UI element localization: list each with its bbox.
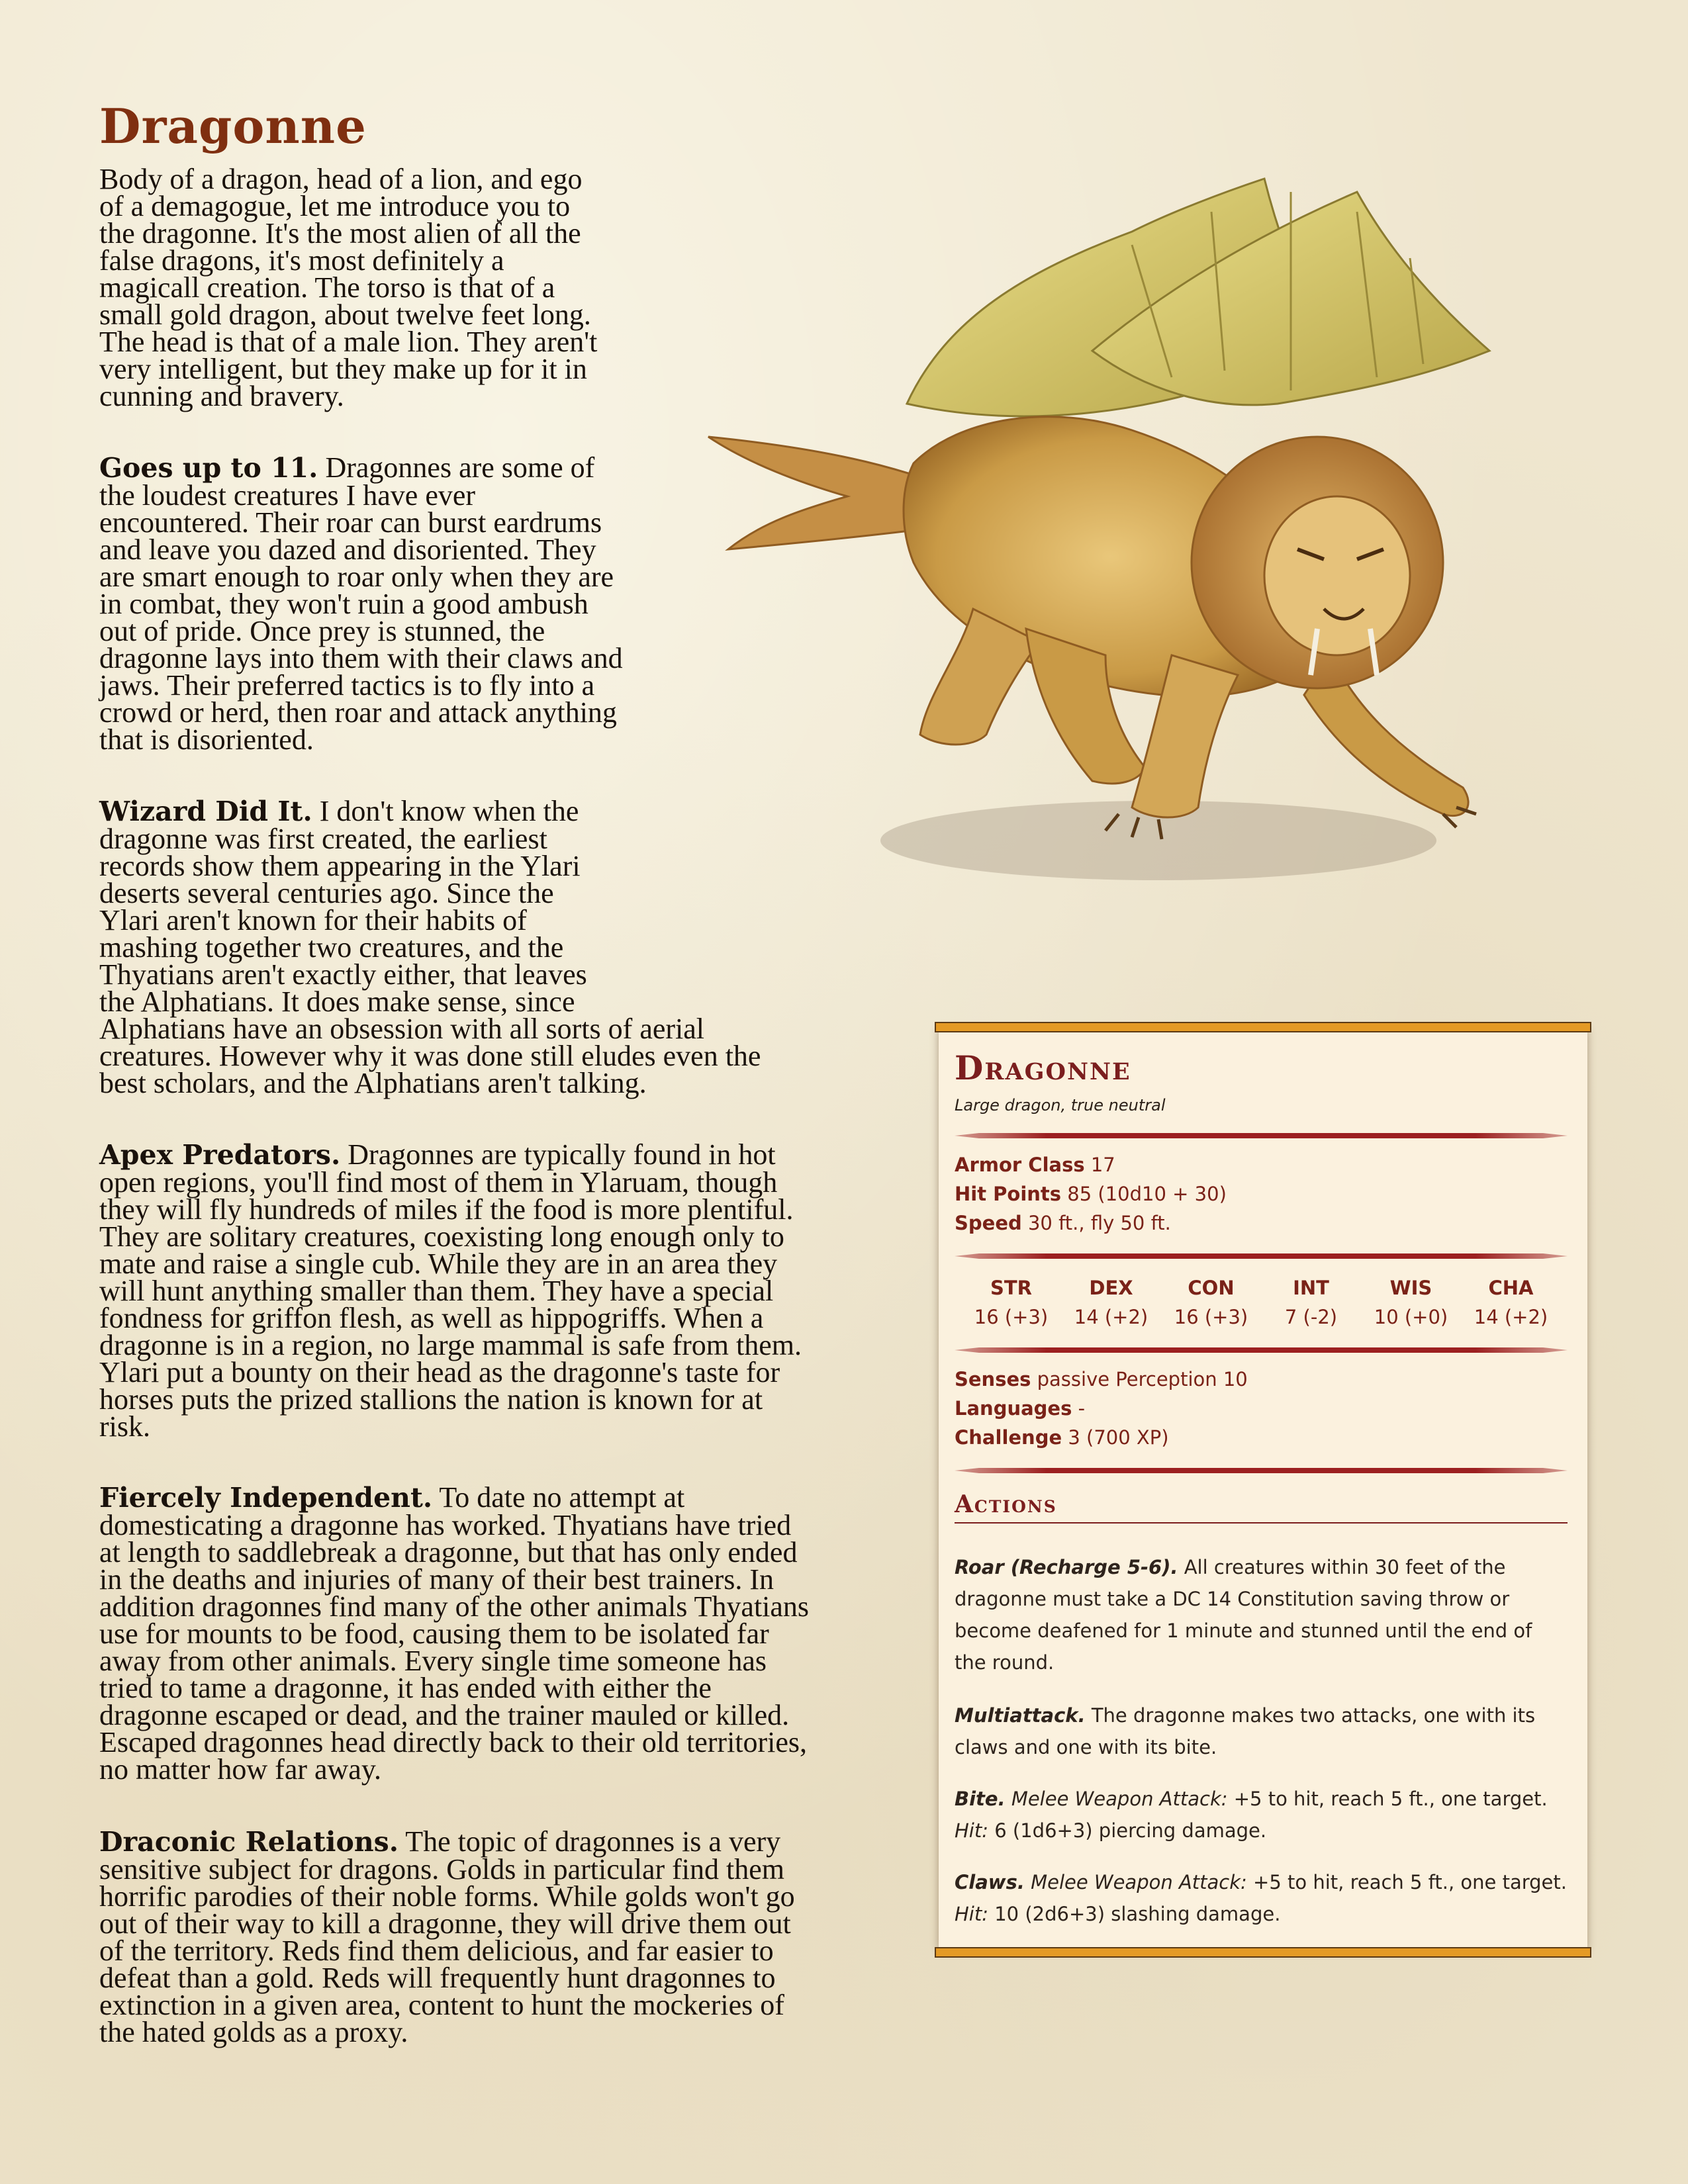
stat-block [939, 1030, 1587, 1950]
ability-value: 14 (+2) [1074, 1306, 1149, 1328]
paragraph-goes-up-to-11 [99, 451, 629, 756]
armor-class-value: 17 [1090, 1154, 1115, 1176]
ability-name: INT [1293, 1277, 1329, 1299]
divider [955, 1253, 1568, 1259]
divider [955, 1347, 1568, 1353]
action-name: Roar (Recharge 5-6). [955, 1556, 1178, 1578]
paragraph-body: Dragonnes are some of the loudest creatures I have ever encountered. Their roar can burst eardrums and leave you dazed and disoriented. They are smart enough to roar only when they are in combat, they won't ruin a good ambush out of pride. Once prey is stunned, the dragonne lays into them with their claws and jaws. Their preferred tactics is to fly into a crowd or herd, then roar and attack anything that is disoriented. [99, 451, 623, 756]
paragraph-body: The topic of dragonnes is a very sensitive subject for dragons. Golds in particular find them horrific parodies of their noble forms. While golds won't go out of their way to kill a dragonne, they will drive them out of the territory. Reds find them delicious, and far easier to defeat than a gold. Reds will frequently hunt dragonnes to extinction in a given area, content to hunt the mockeries of the hated golds as a proxy. [99, 1825, 795, 2048]
action-text: +5 to hit, reach 5 ft., one target. [1233, 1788, 1548, 1810]
armor-class-label: Armor Class [955, 1154, 1085, 1176]
action-name: Bite. [955, 1788, 1006, 1810]
challenge-label: Challenge [955, 1426, 1062, 1449]
ability-con [1161, 1273, 1261, 1346]
hit-points-value: 85 (10d10 + 30) [1067, 1183, 1227, 1205]
paragraph-heading: Apex Predators. [99, 1139, 341, 1171]
speed-label: Speed [955, 1212, 1022, 1234]
ability-value: 7 (-2) [1284, 1306, 1338, 1328]
challenge-value: 3 (700 XP) [1068, 1426, 1169, 1449]
ability-wis [1361, 1273, 1461, 1346]
paragraph-apex-predators [99, 1138, 814, 1443]
ability-value: 16 (+3) [974, 1306, 1049, 1328]
paragraph-body: To date no attempt at domesticating a dragonne has worked. Thyatians have tried at length to saddlebreak a dragonne, but that has only ended in the deaths and injuries of many of their best trainers. In addition dragonnes find many of the other animals Thyatians use for mounts to be food, causing them to be isolated far away from other animals. Every single time someone has tried to tame a dragonne, it has ended with either the dragonne escaped or dead, and the trainer mauled or killed. Escaped dragonnes head directly back to their old territories, no matter how far away. [99, 1481, 810, 1786]
paragraph-heading: Goes up to 11. [99, 452, 318, 484]
ability-value: 16 (+3) [1174, 1306, 1248, 1328]
ability-name: STR [990, 1277, 1032, 1299]
challenge [955, 1423, 1169, 1452]
action-roar [955, 1551, 1568, 1678]
paragraph-heading: Draconic Relations. [99, 1826, 399, 1858]
ability-value: 10 (+0) [1374, 1306, 1448, 1328]
ability-str [961, 1273, 1061, 1346]
ability-name: WIS [1389, 1277, 1432, 1299]
stat-block-content [955, 1030, 1568, 1950]
paragraph-body: I don't know when the dragonne was first created, the earliest records show them appearing in the Ylari deserts several centuries ago. Since the Ylari aren't known for their habits of mashing together two creatures, and the Thyatians aren't exactly either, that leaves the Alphatians. It does make sense, since Alphatians have an obsession with all sorts of aerial creatures. However why it was done still eludes even the best scholars, and the Alphatians aren't talking. [99, 795, 761, 1099]
action-text: All creatures within 30 feet of the dragonne must take a DC 14 Constitution saving throw or become deafened for 1 minute and stunned until the end of the round. [955, 1556, 1532, 1674]
action-text: The dragonne makes two attacks, one with its claws and one with its bite. [955, 1704, 1536, 1758]
monster-type: Large dragon, true neutral [955, 1096, 1166, 1115]
ability-name: CHA [1488, 1277, 1534, 1299]
divider [955, 1133, 1568, 1138]
actions-heading: Actions [955, 1490, 1568, 1524]
action-attack-type: Melee Weapon Attack: [1011, 1788, 1228, 1810]
languages-label: Languages [955, 1397, 1072, 1420]
ability-name: CON [1188, 1277, 1235, 1299]
paragraph-heading: Fiercely Independent. [99, 1482, 433, 1514]
action-claws [955, 1866, 1568, 1930]
action-attack-type: Melee Weapon Attack: [1031, 1871, 1247, 1893]
ability-name: DEX [1089, 1277, 1133, 1299]
paragraph-body: Dragonnes are typically found in hot open regions, you'll find most of them in Ylaruam, though they will fly hundreds of miles if the food is more plentiful. They are solitary creatures, coexisting long enough only to mate and raise a single cub. While they are in an area they will hunt anything smaller than them. They have a special fondness for griffon flesh, as well as hippogriffs. When a dragonne is in a region, no large mammal is safe from them. Ylari put a bounty on their head as the dragonne's taste for horses puts the prized stallions the nation is known for at risk. [99, 1138, 802, 1443]
monster-name: Dragonne [955, 1048, 1131, 1087]
speed [955, 1208, 1171, 1238]
languages-value: - [1078, 1397, 1086, 1420]
paragraph-fiercely-independent [99, 1481, 814, 1786]
ability-int [1261, 1273, 1361, 1346]
ability-scores [961, 1273, 1561, 1346]
page-title: Dragonne [99, 98, 367, 154]
action-multiattack [955, 1700, 1568, 1763]
hit-points [955, 1179, 1227, 1208]
armor-class [955, 1150, 1115, 1179]
languages [955, 1394, 1085, 1423]
paragraph-heading: Wizard Did It. [99, 796, 312, 827]
intro-paragraph [99, 165, 602, 410]
speed-value: 30 ft., fly 50 ft. [1027, 1212, 1171, 1234]
action-hit: 10 (2d6+3) slashing damage. [994, 1903, 1281, 1925]
divider [955, 1468, 1568, 1473]
senses-label: Senses [955, 1368, 1031, 1390]
action-hit-label: Hit: [955, 1903, 989, 1925]
senses-value: passive Perception 10 [1037, 1368, 1248, 1390]
paragraph-draconic-relations [99, 1825, 814, 2048]
action-hit-label: Hit: [955, 1819, 989, 1842]
paragraph-body: Body of a dragon, head of a lion, and ego of a demagogue, let me introduce you to the dragonne. It's the most alien of all the false dragons, it's most definitely a magicall creation. The torso is that of a small gold dragon, about twelve feet long. The head is that of a male lion. They aren't very intelligent, but they make up for it in cunning and bravery. [99, 163, 598, 412]
dragonne-illustration [629, 152, 1582, 960]
action-bite [955, 1783, 1568, 1846]
ability-value: 14 (+2) [1474, 1306, 1548, 1328]
ability-dex [1061, 1273, 1161, 1346]
action-name: Claws. [955, 1871, 1025, 1893]
ability-cha [1461, 1273, 1561, 1346]
action-hit: 6 (1d6+3) piercing damage. [994, 1819, 1267, 1842]
senses [955, 1365, 1248, 1394]
action-name: Multiattack. [955, 1704, 1086, 1727]
hit-points-label: Hit Points [955, 1183, 1062, 1205]
action-text: +5 to hit, reach 5 ft., one target. [1253, 1871, 1567, 1893]
